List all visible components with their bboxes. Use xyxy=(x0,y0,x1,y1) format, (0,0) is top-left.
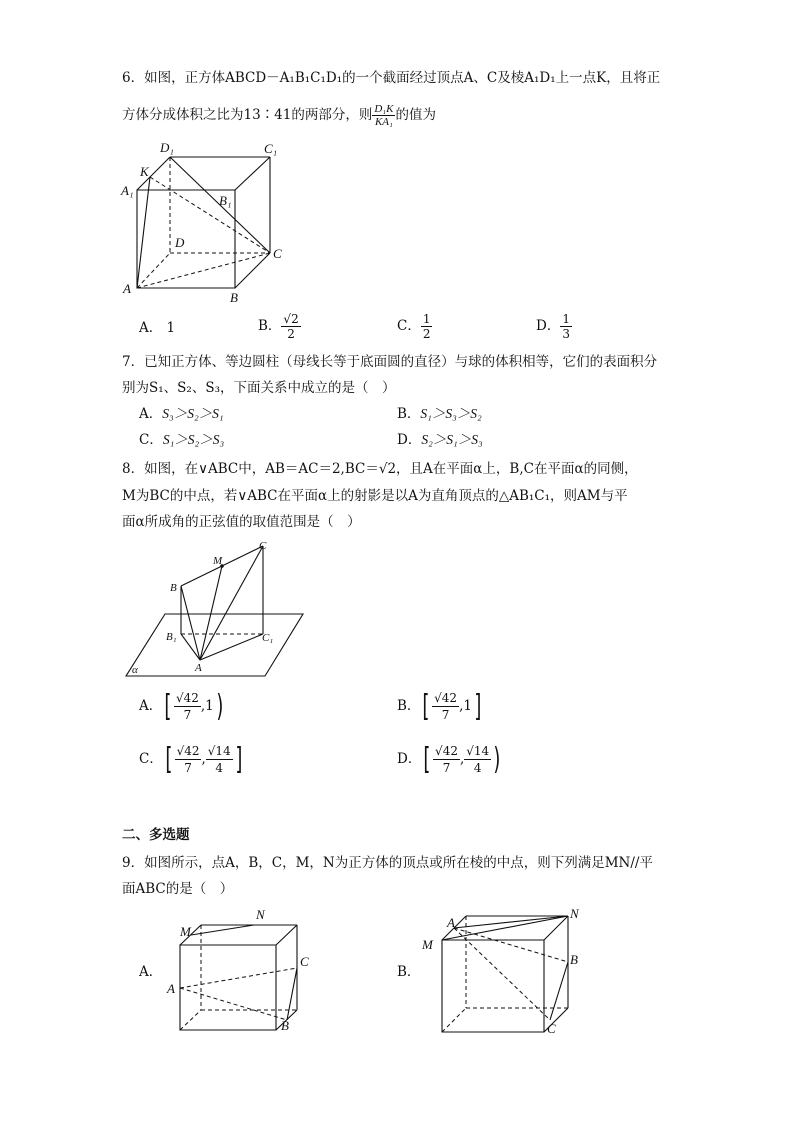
q8-option-c-label: C． xyxy=(139,751,163,767)
q7-option-d-label: D． xyxy=(397,432,422,448)
q6-option-c-den: 2 xyxy=(422,327,431,341)
q6-label-K: K xyxy=(140,164,149,179)
q9-stem-line1: 9．如图所示，点A，B，C，M，N为正方体的顶点或所在棱的中点，则下列满足MN//平 xyxy=(122,855,653,871)
q8-option-b-rbracket: ] xyxy=(474,688,482,724)
q8-option-c-lbracket: [ xyxy=(165,741,173,777)
q8-stem-line1: 8．如图，在∨ABC中，AB＝AC＝2,BC＝√2，且A在平面α上，B,C在平面α的同侧， xyxy=(122,461,638,477)
q8-option-c-num2: √14 xyxy=(207,744,231,758)
q6-option-a-label: A． xyxy=(139,320,163,336)
q8-option-c-rbracket: ] xyxy=(235,741,243,777)
q7-option-a-text: S₃＞S₂＞S₁ xyxy=(162,406,224,421)
q8-stem-line2: M为BC的中点，若∨ABC在平面α上的射影是以A为直角顶点的△AB₁C₁，则AM与平 xyxy=(122,488,628,504)
q8-option-a-upper: ,1 xyxy=(200,698,214,714)
q8-option-d[interactable]: D．[ $\frac{√42}{7}$ , $\frac{√14}{4}$ ) xyxy=(397,741,501,777)
q9a-label-B: B xyxy=(281,1018,289,1033)
q7-option-c-label: C． xyxy=(139,432,163,448)
q6-option-b-den: 2 xyxy=(287,327,295,341)
q8-label-M: M xyxy=(213,555,223,567)
q8-label-C: C xyxy=(259,540,267,552)
q7-option-d-text: S₂＞S₁＞S₃ xyxy=(421,432,483,447)
q6-label-C: C xyxy=(273,246,282,261)
q9b-label-M: M xyxy=(422,937,433,952)
q8-option-d-label: D． xyxy=(397,751,422,767)
q6-label-A1: A₁ xyxy=(121,183,134,198)
q8-option-c-den1: 7 xyxy=(184,761,192,775)
q7-option-b-text: S₁＞S₃＞S₂ xyxy=(420,406,482,421)
q8-option-c-den2: 4 xyxy=(215,761,224,775)
q6-option-d-label: D． xyxy=(536,318,561,334)
q6-option-b-num: √2 xyxy=(283,312,299,326)
q8-label-alpha: α xyxy=(132,664,138,676)
q7-option-c-text: S₁＞S₂＞S₃ xyxy=(162,432,225,447)
q8-option-b-label: B． xyxy=(397,698,421,714)
q8-option-a-rbracket: ) xyxy=(216,688,224,724)
q9a-label-N: N xyxy=(256,907,265,922)
q8-option-b-num: √42 xyxy=(434,691,458,705)
q9-option-b[interactable]: B． xyxy=(397,964,421,980)
q8-option-d-den2: 4 xyxy=(473,761,482,775)
q8-label-B1: B₁ xyxy=(166,631,177,643)
q9a-label-M: M xyxy=(180,924,191,939)
q6-stem-line2-post: 的值为 xyxy=(395,107,436,123)
q9b-label-C: C xyxy=(547,1021,556,1036)
q6-option-c-num: 1 xyxy=(422,312,431,326)
q6-option-d-den: 3 xyxy=(562,327,570,341)
q8-option-c-num1: √42 xyxy=(176,744,200,758)
q8-option-a-lbracket: [ xyxy=(164,688,172,724)
q6-option-b-label: B． xyxy=(258,318,282,334)
q8-option-b-lbracket: [ xyxy=(422,688,430,724)
q6-label-D: D xyxy=(175,235,185,250)
q6-option-a-value: 1 xyxy=(166,320,176,336)
q8-option-c[interactable]: C．[ $\frac{√42}{7}$ , $\frac{√14}{4}$ ] xyxy=(139,741,243,777)
q8-option-d-num1: √42 xyxy=(435,744,458,758)
q6-stem-line2-pre: 方体分成体积之比为13∶41的两部分，则 xyxy=(122,107,373,123)
q6-label-B: B xyxy=(230,290,238,305)
q8-option-a-label: A． xyxy=(139,698,163,714)
q7-option-b-label: B． xyxy=(397,406,421,422)
q8-label-C1: C₁ xyxy=(262,632,274,644)
q6-label-A: A xyxy=(123,281,131,296)
q7-option-a-label: A． xyxy=(139,406,163,422)
q9b-label-A: A xyxy=(447,915,455,930)
q8-option-a-den: 7 xyxy=(183,708,192,722)
q6-label-C1: C₁ xyxy=(264,141,278,156)
q9a-label-A: A xyxy=(167,981,175,996)
q6-option-c-label: C． xyxy=(397,318,421,334)
q8-option-d-num2: √14 xyxy=(466,744,490,758)
q8-option-a-num: √42 xyxy=(175,691,199,705)
q8-option-d-den1: 7 xyxy=(442,761,451,775)
q8-option-d-lbracket: [ xyxy=(423,741,431,777)
q7-stem-line1: 7．已知正方体、等边圆柱（母线长等于底面圆的直径）与球的体积相等，它们的表面积分 xyxy=(122,354,658,370)
q8-label-B: B xyxy=(170,582,177,594)
q6-stem-line1: 6．如图，正方体ABCD－A₁B₁C₁D₁的一个截面经过顶点A、C及棱A₁D₁上一点K，且将正 xyxy=(122,70,661,86)
section-title-multiple-choice: 二、多选题 xyxy=(122,827,190,843)
q6-frac-denominator: KA₁ xyxy=(374,116,393,128)
q6-label-B1: B₁ xyxy=(219,193,232,208)
q9b-label-B: B xyxy=(570,952,578,967)
q6-frac-numerator: D₁K xyxy=(374,103,394,115)
q8-stem-line3: 面α所成角的正弦值的取值范围是（ ） xyxy=(122,514,361,530)
q9b-label-N: N xyxy=(570,906,579,921)
q8-option-b-den: 7 xyxy=(441,708,450,722)
q8-label-A: A xyxy=(195,662,202,674)
q8-option-b-upper: ,1 xyxy=(459,698,472,714)
q9-option-a[interactable]: A． xyxy=(139,964,163,980)
q9-stem-line2: 面ABC的是（ ） xyxy=(122,881,234,897)
q7-stem-line2: 别为S₁、S₂、S₃，下面关系中成立的是（ ） xyxy=(122,380,396,396)
q9a-label-C: C xyxy=(300,954,309,969)
q6-label-D1: D₁ xyxy=(160,140,174,155)
q6-option-d-num: 1 xyxy=(562,312,570,326)
q8-option-d-rbracket: ) xyxy=(493,741,501,777)
